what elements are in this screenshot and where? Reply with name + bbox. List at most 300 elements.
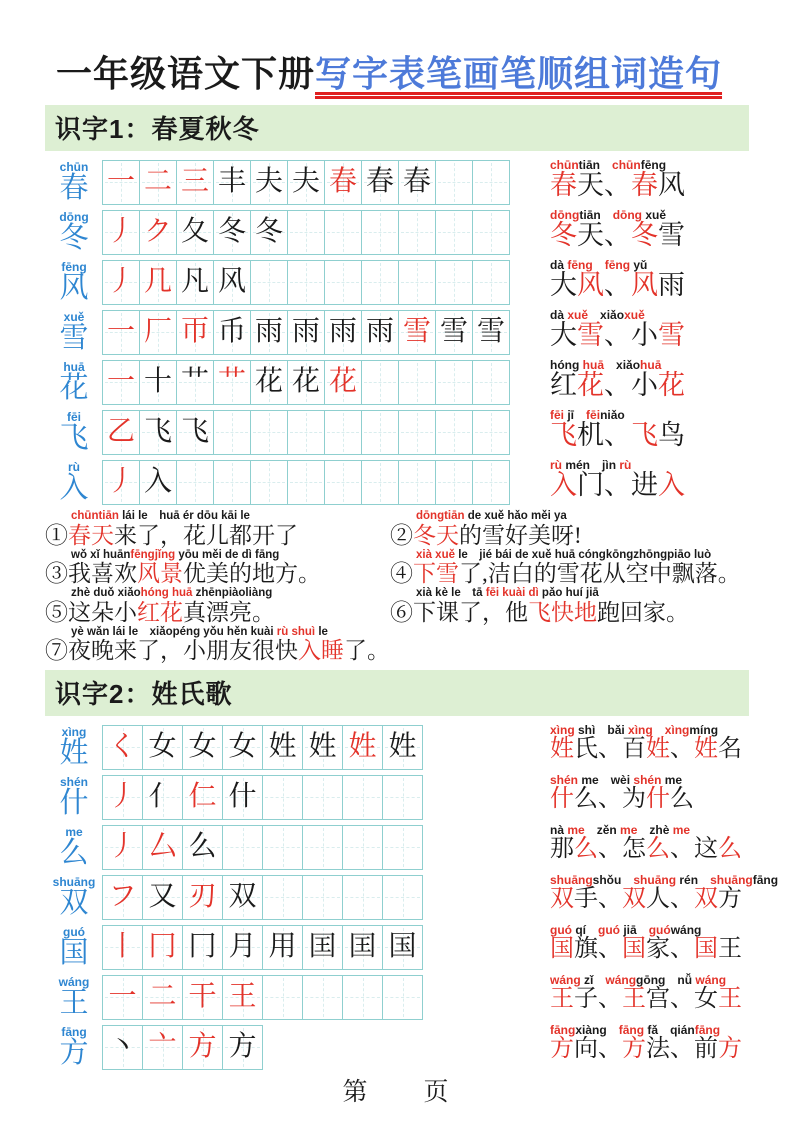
stroke-step: 囯 (308, 931, 337, 962)
sentence-highlight: 飞快地 (528, 599, 597, 625)
word-examples (550, 359, 793, 399)
word-pinyin-highlight: fāng (618, 1023, 645, 1037)
stroke-cell (398, 460, 436, 505)
word-pinyin-text: jìn (602, 458, 620, 472)
sentence-highlight: 下雪 (413, 561, 459, 586)
stroke-cell (398, 210, 436, 255)
word-pinyin (550, 1024, 793, 1036)
stroke-step: 亻 (148, 781, 177, 812)
stroke-cell (435, 460, 473, 505)
stroke-cell (287, 460, 325, 505)
character-glyph: 春 (59, 172, 89, 204)
character-glyph: 什 (59, 787, 89, 819)
character-cell (45, 876, 103, 918)
word-text: 手、 (574, 886, 622, 912)
stroke-step: 雨 (328, 316, 357, 347)
word-pinyin-highlight: me (672, 823, 691, 837)
stroke-cell (182, 725, 223, 770)
word-text: 天、 (577, 170, 631, 200)
word-pinyin-text: nǚ (677, 973, 696, 987)
stroke-cell (102, 775, 143, 820)
word-text: 、 (604, 270, 631, 300)
sentence-pinyin-text: pǎo huí jiā (538, 587, 599, 599)
word-pinyin (550, 974, 793, 986)
section-1-character-table (45, 159, 793, 505)
word-text: 么、为 (574, 786, 646, 812)
stroke-cell (142, 725, 183, 770)
word-text: 门、进 (577, 470, 658, 500)
stroke-step: 丿 (108, 781, 137, 812)
word-pinyin-text: nà (550, 823, 568, 837)
stroke-cell (287, 310, 325, 355)
stroke-step: 春 (402, 166, 431, 197)
word-examples (550, 974, 793, 1011)
stroke-step: 一 (106, 166, 135, 197)
stroke-cell (213, 310, 251, 355)
word-text: 王 (718, 936, 742, 962)
word-text: 红 (550, 370, 577, 400)
stroke-step: 国 (388, 931, 417, 962)
character-cell (45, 361, 103, 403)
stroke-cell (302, 925, 343, 970)
word-pinyin-highlight: fēng (567, 258, 593, 272)
word-examples (550, 824, 793, 861)
word-text: 大 (550, 320, 577, 350)
stroke-step: 干 (188, 981, 217, 1012)
stroke-step: 三 (180, 166, 209, 197)
word-highlight: 王 (550, 986, 574, 1012)
stroke-order-grid (103, 360, 510, 405)
word-pinyin (550, 774, 793, 786)
stroke-cell (262, 875, 303, 920)
stroke-cell (361, 460, 399, 505)
sentence-line (390, 524, 793, 547)
stroke-cell (324, 360, 362, 405)
stroke-cell (435, 210, 473, 255)
word-highlight: 么 (718, 836, 742, 862)
stroke-cell (222, 1025, 263, 1070)
word-pinyin-text: jiā (620, 923, 637, 937)
stroke-cell (182, 875, 223, 920)
word-pinyin (550, 824, 793, 836)
stroke-cell (250, 210, 288, 255)
word-pinyin-text (637, 923, 649, 937)
word-text: 鸟 (658, 420, 685, 450)
stroke-step: 姓 (348, 731, 377, 762)
sentence-pinyin (416, 550, 793, 562)
stroke-cell (262, 975, 303, 1020)
word-pinyin-text: bǎi (607, 723, 629, 737)
word-highlight: 国 (694, 936, 718, 962)
sentence-pinyin (416, 511, 793, 523)
stroke-step: 丿 (106, 216, 135, 247)
stroke-step: 王 (228, 981, 257, 1012)
word-highlight: 王 (718, 986, 742, 1012)
word-pinyin-text: zhè (649, 823, 673, 837)
stroke-cell (472, 310, 510, 355)
character-row (45, 924, 793, 970)
character-cell (45, 776, 103, 818)
stroke-cell (102, 725, 143, 770)
stroke-step: 春 (365, 166, 394, 197)
word-highlight: 花 (658, 370, 685, 400)
sentence-highlight: 风景 (137, 561, 183, 586)
word-text: 人、 (646, 886, 694, 912)
stroke-cell (139, 160, 177, 205)
stroke-cell (102, 825, 143, 870)
word-highlight: 国 (622, 936, 646, 962)
stroke-cell (435, 260, 473, 305)
word-pinyin-text (586, 923, 598, 937)
word-pinyin-text: dà (550, 258, 568, 272)
word-pinyin-highlight: huā (582, 358, 604, 372)
character-row (45, 459, 793, 505)
word-pinyin-highlight: shuāng (550, 873, 593, 887)
word-pinyin-highlight: shuāng (710, 873, 753, 887)
stroke-cell (361, 210, 399, 255)
word-line (550, 1037, 793, 1061)
character-pinyin: chūn (59, 160, 89, 174)
stroke-cell (102, 975, 143, 1020)
word-pinyin-highlight: guó (598, 923, 621, 937)
character-glyph: 入 (59, 472, 89, 504)
stroke-cell (361, 410, 399, 455)
word-pinyin-text: shǒu (592, 873, 622, 887)
word-highlight: 双 (550, 886, 574, 912)
word-pinyin-text: xiàng (575, 1023, 607, 1037)
word-examples (550, 874, 793, 911)
sentence-pinyin-highlight: dōngtiān (416, 510, 465, 522)
word-pinyin-highlight: shén (550, 773, 579, 787)
stroke-cell (361, 260, 399, 305)
character-row (45, 409, 793, 455)
stroke-cell (142, 975, 183, 1020)
sentence-line (45, 562, 390, 585)
word-pinyin-text: qián (670, 1023, 695, 1037)
sentence-highlight: 入睡 (298, 638, 344, 663)
stroke-step: 雨 (254, 316, 283, 347)
sentence-line (45, 524, 390, 547)
word-highlight: 什 (646, 786, 670, 812)
stroke-order-grid (103, 975, 423, 1020)
character-pinyin: xuě (63, 310, 85, 324)
stroke-cell (472, 460, 510, 505)
word-pinyin-text: hóng (550, 358, 583, 372)
character-glyph: 花 (59, 372, 89, 404)
stroke-cell (324, 210, 362, 255)
stroke-step: ク (143, 216, 172, 247)
stroke-cell (250, 160, 288, 205)
stroke-cell (342, 775, 383, 820)
stroke-step: 女 (228, 731, 257, 762)
character-pinyin: rù (68, 460, 80, 474)
stroke-cell (182, 975, 223, 1020)
word-pinyin-text: tiān (579, 208, 601, 222)
stroke-cell (287, 360, 325, 405)
stroke-cell (176, 460, 214, 505)
word-highlight: 姓 (550, 736, 574, 762)
stroke-cell (287, 260, 325, 305)
word-line (550, 372, 793, 399)
stroke-step: 用 (268, 931, 297, 962)
word-line (550, 837, 793, 861)
sentence-line (390, 601, 793, 624)
stroke-step: 厂 (143, 316, 172, 347)
stroke-step: 风 (217, 266, 246, 297)
stroke-cell (324, 260, 362, 305)
stroke-step: 雪 (402, 316, 431, 347)
word-highlight: 风 (631, 270, 658, 300)
character-pinyin: shén (59, 775, 88, 789)
sentence-pinyin-highlight: fēngjǐng (130, 548, 176, 561)
stroke-cell (382, 775, 423, 820)
stroke-step: 方 (188, 1031, 217, 1062)
stroke-cell (142, 925, 183, 970)
stroke-step: 姓 (308, 731, 337, 762)
word-pinyin-text: tiān (578, 158, 601, 172)
word-highlight: 冬 (631, 220, 658, 250)
sentence-pinyin-text: le (315, 625, 328, 638)
word-highlight: 什 (550, 786, 574, 812)
stroke-order-grid (103, 260, 510, 305)
stroke-step: 仁 (188, 781, 217, 812)
sentence-text: ⑦夜晚来了，小朋友很快 (45, 638, 298, 663)
word-pinyin-text: míng (689, 723, 719, 737)
sentence-text: 优美的地方。 (183, 561, 321, 586)
sentence-text: 真漂亮。 (183, 599, 275, 625)
word-highlight: 么 (574, 836, 598, 862)
word-pinyin-highlight: xìng (628, 723, 653, 737)
sentence (390, 550, 793, 586)
stroke-cell (382, 725, 423, 770)
stroke-cell (182, 825, 223, 870)
word-line (550, 322, 793, 349)
stroke-step: 姓 (268, 731, 297, 762)
sentence-highlight: 春天 (68, 522, 114, 548)
word-pinyin-text: qí (572, 923, 586, 937)
stroke-step: 帀 (180, 316, 209, 347)
stroke-cell (361, 160, 399, 205)
stroke-step: 一 (108, 981, 137, 1012)
sentence-line (45, 639, 390, 662)
section-1-header: 识字1：春夏秋冬 (45, 105, 749, 151)
stroke-cell (382, 825, 423, 870)
stroke-cell (142, 1025, 183, 1070)
stroke-cell (262, 775, 303, 820)
sentence-pinyin (71, 511, 390, 523)
stroke-cell (213, 260, 251, 305)
character-cell (45, 926, 103, 968)
stroke-cell (139, 310, 177, 355)
sentence (390, 588, 793, 624)
word-examples (550, 309, 793, 349)
word-pinyin-text: yǔ (630, 258, 648, 272)
word-examples (550, 459, 793, 499)
character-glyph: 方 (59, 1037, 89, 1069)
word-examples (550, 409, 793, 449)
word-pinyin-text: wáng (670, 923, 702, 937)
stroke-cell (102, 1025, 143, 1070)
word-pinyin-highlight: fāng (694, 1023, 721, 1037)
stroke-cell (250, 410, 288, 455)
character-pinyin: huā (63, 360, 85, 374)
character-row (45, 974, 793, 1020)
character-row (45, 724, 793, 770)
stroke-order-grid (103, 825, 423, 870)
sentence-pinyin-text: zhè duǒ xiǎo (71, 587, 141, 599)
sentence-pinyin-highlight: fēi kuài dì (485, 587, 539, 599)
stroke-step: 凡 (180, 266, 209, 297)
sentence-line (45, 601, 390, 624)
stroke-cell (250, 260, 288, 305)
word-pinyin-text: dà (550, 308, 568, 322)
word-text: 宫、女 (646, 986, 718, 1012)
sentence-pinyin-text: de xuě hǎo měi ya (464, 510, 567, 522)
sentence-text: 跑回家。 (597, 599, 689, 625)
stroke-step: 几 (143, 266, 172, 297)
stroke-step: 冬 (254, 216, 283, 247)
word-highlight: 姓 (694, 736, 718, 762)
sentence (45, 588, 390, 624)
word-pinyin-text: xiǎo (600, 308, 625, 322)
stroke-cell (435, 310, 473, 355)
stroke-cell (382, 975, 423, 1020)
character-pinyin: shuāng (52, 875, 96, 889)
word-text: 雪 (658, 220, 685, 250)
character-row (45, 259, 793, 305)
word-pinyin-highlight: huā (640, 358, 662, 372)
stroke-cell (382, 875, 423, 920)
stroke-step: 么 (188, 831, 217, 862)
stroke-cell (142, 775, 183, 820)
stroke-cell (222, 975, 263, 1020)
stroke-cell (176, 260, 214, 305)
stroke-step: 双 (228, 881, 257, 912)
stroke-step: 姓 (388, 731, 417, 762)
stroke-cell (176, 360, 214, 405)
word-text: 风 (658, 170, 685, 200)
stroke-cell (472, 410, 510, 455)
character-pinyin: xìng (61, 725, 87, 739)
stroke-order-grid (103, 310, 510, 355)
stroke-step: 女 (188, 731, 217, 762)
word-pinyin-highlight: wáng (550, 973, 581, 987)
word-pinyin-text (595, 723, 607, 737)
stroke-cell (250, 310, 288, 355)
section-2-character-table (45, 724, 793, 1070)
word-line (550, 222, 793, 249)
stroke-cell (139, 210, 177, 255)
stroke-cell (302, 825, 343, 870)
title-topic: 写字表笔画笔顺组词造句 (315, 53, 723, 94)
stroke-cell (182, 775, 223, 820)
word-pinyin (550, 874, 793, 886)
word-pinyin-highlight: dōng (612, 208, 643, 222)
stroke-cell (472, 210, 510, 255)
character-row (45, 1024, 793, 1070)
word-pinyin-text: fāng (752, 873, 779, 887)
stroke-cell (102, 210, 140, 255)
sentence-text: 了。 (344, 638, 390, 663)
stroke-cell (398, 260, 436, 305)
word-line (550, 937, 793, 961)
stroke-cell (342, 825, 383, 870)
word-pinyin-highlight: fēng (604, 258, 631, 272)
word-pinyin-text: xuě (642, 208, 667, 222)
stroke-step: 雪 (476, 316, 505, 347)
word-text: 、这 (670, 836, 718, 862)
stroke-cell (302, 775, 343, 820)
sentence (45, 550, 390, 586)
word-text: 、 (670, 736, 694, 762)
character-glyph: 飞 (59, 422, 89, 454)
word-text: 法、前 (646, 1036, 718, 1062)
word-pinyin-text (607, 1023, 619, 1037)
character-row (45, 309, 793, 355)
word-line (550, 172, 793, 199)
stroke-step: 冬 (217, 216, 246, 247)
character-glyph: 姓 (59, 737, 89, 769)
sentence-line (390, 562, 793, 585)
word-pinyin-highlight: shuāng (633, 873, 677, 887)
word-pinyin-highlight: rù (550, 458, 562, 472)
word-text: 天、 (577, 220, 631, 250)
stroke-cell (361, 310, 399, 355)
word-pinyin-highlight: xìng (664, 723, 690, 737)
sentence-pinyin-highlight: hóng huā (140, 587, 193, 599)
stroke-cell (222, 725, 263, 770)
word-pinyin-text: shì (574, 723, 596, 737)
sentence-pinyin-text: wǒ xǐ huān (71, 548, 131, 561)
stroke-cell (382, 925, 423, 970)
character-cell (45, 726, 103, 768)
stroke-step: 夫 (291, 166, 320, 197)
stroke-step: 一 (106, 366, 135, 397)
word-examples (550, 209, 793, 249)
stroke-order-grid (103, 460, 510, 505)
character-glyph: 国 (59, 937, 89, 969)
stroke-step: 亠 (148, 1031, 177, 1062)
stroke-cell (398, 410, 436, 455)
word-pinyin-text: rén (676, 873, 699, 887)
word-pinyin-highlight: wáng (695, 973, 727, 987)
sentence-text: ③我喜欢 (45, 561, 137, 586)
page-title (56, 46, 793, 97)
word-line (550, 272, 793, 299)
stroke-cell (302, 875, 343, 920)
stroke-cell (182, 1025, 223, 1070)
stroke-cell (342, 875, 383, 920)
stroke-step: 丿 (106, 466, 135, 497)
stroke-cell (213, 410, 251, 455)
stroke-cell (102, 260, 140, 305)
word-highlight: 飞 (550, 420, 577, 450)
word-pinyin-highlight: chūn (612, 158, 641, 172)
character-row (45, 209, 793, 255)
word-pinyin-text: me (578, 773, 599, 787)
character-row (45, 874, 793, 920)
word-pinyin-text: wèi (610, 773, 634, 787)
stroke-step: 一 (106, 316, 135, 347)
stroke-step: 什 (228, 781, 257, 812)
sentence (45, 511, 390, 547)
word-highlight: 方 (550, 1036, 574, 1062)
sentence-pinyin (71, 550, 390, 562)
stroke-step: 艹 (217, 366, 246, 397)
word-examples (550, 1024, 793, 1061)
stroke-step: 丿 (106, 266, 135, 297)
title-course: 一年级语文下册 (56, 53, 316, 94)
